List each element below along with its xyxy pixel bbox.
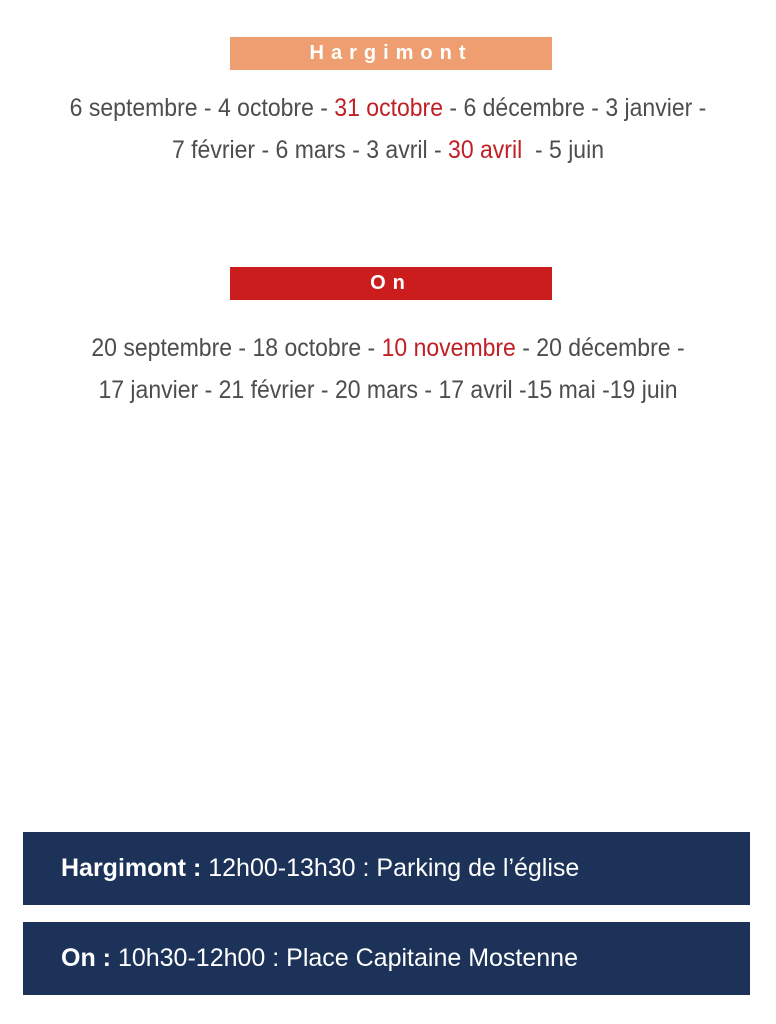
on-info-bar [23,922,750,995]
on-dates-line-2: 17 janvier - 21 février - 20 mars - 17 avril -15 mai -19 juin [98,376,678,404]
hargimont-dates-line-1 [31,87,745,129]
on-dates-line-1-end: - 20 décembre - [515,334,685,362]
hargimont-dates [31,87,745,171]
hargimont-info-label: Hargimont : [61,854,202,882]
on-info-label: On : [61,944,111,972]
hargimont-dates-line-1-start: 6 septembre - 4 octobre - [69,94,335,122]
hargimont-highlight-date-1: 31 octobre [334,94,443,122]
on-title: On [370,272,412,294]
on-dates [31,327,745,411]
hargimont-title-banner [230,37,552,70]
hargimont-dates-line-2 [31,129,745,171]
hargimont-info-text: 12h00-13h30 : Parking de l’église [201,854,580,882]
hargimont-highlight-date-2: 30 avril [448,136,523,164]
on-info-text: 10h30-12h00 : Place Capitaine Mostenne [111,944,578,972]
on-title-banner [230,267,552,300]
on-dates-line-1-start: 20 septembre - 18 octobre - [91,334,382,362]
on-dates-line-1 [31,327,745,369]
hargimont-title: Hargimont [309,42,473,64]
on-highlight-date: 10 novembre [381,334,516,362]
hargimont-dates-line-2-start: 7 février - 6 mars - 3 avril - [171,136,449,164]
hargimont-dates-line-1-end: - 6 décembre - 3 janvier - [442,94,707,122]
hargimont-dates-line-2-end: - 5 juin [522,136,605,164]
hargimont-info-bar [23,832,750,905]
